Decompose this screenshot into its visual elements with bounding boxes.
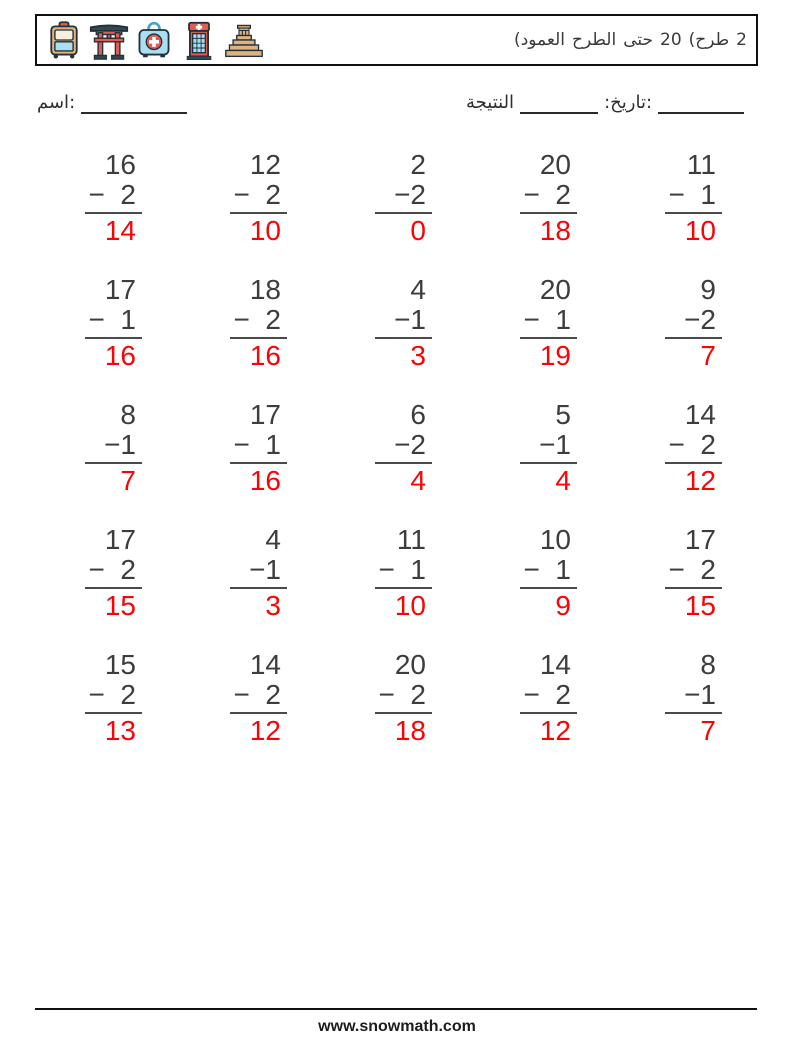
answer: 4	[410, 465, 426, 496]
subtrahend-row	[85, 430, 142, 464]
subtrahend: 2	[120, 679, 136, 710]
subtrahend-row	[520, 555, 577, 589]
problem-18	[375, 525, 432, 621]
minuend: 9	[700, 274, 716, 305]
minus-icon: −	[233, 304, 266, 335]
problem-22	[230, 650, 287, 746]
subtrahend: 1	[120, 429, 136, 460]
minuend: 8	[700, 649, 716, 680]
minuend: 10	[539, 524, 571, 555]
subtrahend-row	[665, 680, 722, 714]
problem-11	[85, 400, 142, 496]
minus-icon: −	[394, 304, 411, 335]
subtrahend-row	[375, 180, 432, 214]
answer: 10	[684, 215, 716, 246]
result-date-fields	[466, 92, 744, 114]
minuend: 6	[410, 399, 426, 430]
problem-6	[85, 275, 142, 371]
minuend: 2	[410, 149, 426, 180]
footer-rule	[35, 1008, 757, 1010]
subtrahend-row	[230, 430, 287, 464]
minuend: 20	[394, 649, 426, 680]
subtrahend: 1	[410, 554, 426, 585]
subtrahend-row	[230, 555, 287, 589]
subtrahend: 1	[555, 554, 571, 585]
name-label: اسم:	[37, 92, 76, 113]
subtrahend: 2	[265, 304, 281, 335]
subtrahend: 2	[700, 554, 716, 585]
title-part: 2	[736, 30, 747, 50]
minus-icon: −	[684, 679, 701, 710]
problem-12	[230, 400, 287, 496]
minus-icon: −	[523, 554, 556, 585]
problem-24	[520, 650, 577, 746]
title-part: (العمود	[514, 30, 565, 50]
minuend: 4	[410, 274, 426, 305]
subtrahend-row	[85, 180, 142, 214]
minuend: 12	[249, 149, 281, 180]
subtrahend: 2	[410, 179, 426, 210]
minuend: 11	[686, 149, 716, 180]
answer: 16	[249, 465, 281, 496]
minus-icon: −	[378, 679, 411, 710]
header-box	[35, 14, 758, 66]
answer: 16	[104, 340, 136, 371]
minus-icon: −	[684, 304, 701, 335]
phone-booth-icon	[179, 20, 219, 60]
minus-icon: −	[523, 304, 556, 335]
minuend: 17	[104, 524, 136, 555]
minus-icon: −	[233, 179, 266, 210]
problem-14	[520, 400, 577, 496]
subtrahend: 1	[265, 554, 281, 585]
subtrahend-row	[85, 680, 142, 714]
problem-4	[520, 150, 577, 246]
header-icons	[37, 20, 264, 60]
minus-icon: −	[394, 179, 411, 210]
subtrahend: 2	[120, 554, 136, 585]
title-part: حتى	[623, 30, 653, 50]
minuend: 20	[539, 149, 571, 180]
answer: 12	[684, 465, 716, 496]
subtrahend-row	[520, 180, 577, 214]
problem-23	[375, 650, 432, 746]
title-part: 20	[660, 30, 682, 50]
subtrahend: 2	[555, 679, 571, 710]
answer: 7	[120, 465, 136, 496]
answer: 19	[539, 340, 571, 371]
minuend: 14	[249, 649, 281, 680]
result-label: النتيجة	[466, 92, 515, 113]
problem-16	[85, 525, 142, 621]
minus-icon: −	[88, 304, 121, 335]
answer: 7	[700, 340, 716, 371]
subtrahend: 1	[700, 679, 716, 710]
problem-15	[665, 400, 722, 496]
minus-icon: −	[539, 429, 556, 460]
minus-icon: −	[668, 554, 701, 585]
fields-row	[0, 92, 794, 118]
date-blank-line	[658, 94, 744, 114]
subtrahend-row	[375, 430, 432, 464]
minuend: 14	[684, 399, 716, 430]
subtrahend-row	[520, 430, 577, 464]
subtrahend-row	[375, 680, 432, 714]
name-blank-line	[81, 94, 187, 114]
subtrahend-row	[85, 555, 142, 589]
problem-25	[665, 650, 722, 746]
answer: 15	[104, 590, 136, 621]
answer: 13	[104, 715, 136, 746]
problem-20	[665, 525, 722, 621]
minus-icon: −	[88, 679, 121, 710]
minus-icon: −	[104, 429, 121, 460]
minuend: 15	[104, 649, 136, 680]
problem-3	[375, 150, 432, 246]
subtrahend: 2	[265, 679, 281, 710]
minus-icon: −	[233, 679, 266, 710]
subtrahend-row	[665, 430, 722, 464]
problem-1	[85, 150, 142, 246]
minus-icon: −	[88, 179, 121, 210]
subtrahend: 2	[700, 429, 716, 460]
subtrahend-row	[375, 555, 432, 589]
subtrahend-row	[230, 180, 287, 214]
minuend: 11	[396, 524, 426, 555]
problem-7	[230, 275, 287, 371]
subtrahend-row	[665, 305, 722, 339]
minuend: 5	[555, 399, 571, 430]
answer: 10	[249, 215, 281, 246]
torii-gate-icon	[89, 20, 129, 60]
subtrahend: 2	[555, 179, 571, 210]
minus-icon: −	[394, 429, 411, 460]
subtrahend-row	[85, 305, 142, 339]
subtrahend: 2	[410, 679, 426, 710]
minus-icon: −	[523, 679, 556, 710]
first-aid-kit-icon	[134, 20, 174, 60]
answer: 12	[249, 715, 281, 746]
problem-13	[375, 400, 432, 496]
minuend: 17	[249, 399, 281, 430]
subtrahend: 1	[555, 429, 571, 460]
minuend: 8	[120, 399, 136, 430]
minuend: 17	[104, 274, 136, 305]
minuend: 18	[249, 274, 281, 305]
problem-9	[520, 275, 577, 371]
answer: 4	[555, 465, 571, 496]
subtrahend-row	[375, 305, 432, 339]
minuend: 4	[265, 524, 281, 555]
minus-icon: −	[249, 554, 266, 585]
answer: 15	[684, 590, 716, 621]
subtrahend-row	[520, 305, 577, 339]
problem-19	[520, 525, 577, 621]
problem-8	[375, 275, 432, 371]
answer: 0	[410, 215, 426, 246]
answer: 18	[539, 215, 571, 246]
minus-icon: −	[668, 179, 701, 210]
answer: 12	[539, 715, 571, 746]
problem-21	[85, 650, 142, 746]
answer: 3	[265, 590, 281, 621]
subtrahend-row	[230, 680, 287, 714]
problem-2	[230, 150, 287, 246]
minus-icon: −	[378, 554, 411, 585]
footer-url: www.snowmath.com	[318, 1018, 476, 1035]
pyramid-icon	[224, 20, 264, 60]
minus-icon: −	[523, 179, 556, 210]
subtrahend: 1	[555, 304, 571, 335]
problem-17	[230, 525, 287, 621]
minus-icon: −	[668, 429, 701, 460]
minuend: 16	[104, 149, 136, 180]
subtrahend: 2	[700, 304, 716, 335]
answer: 9	[555, 590, 571, 621]
answer: 3	[410, 340, 426, 371]
answer: 10	[394, 590, 426, 621]
minuend: 14	[539, 649, 571, 680]
problem-10	[665, 275, 722, 371]
answer: 16	[249, 340, 281, 371]
suitcase-icon	[44, 20, 84, 60]
minuend: 20	[539, 274, 571, 305]
problem-5	[665, 150, 722, 246]
minuend: 17	[684, 524, 716, 555]
answer: 7	[700, 715, 716, 746]
problems-grid	[85, 150, 722, 746]
subtrahend: 1	[265, 429, 281, 460]
name-field	[37, 92, 187, 114]
minus-icon: −	[88, 554, 121, 585]
title-part: الطرح	[571, 30, 617, 50]
subtrahend: 1	[120, 304, 136, 335]
subtrahend: 2	[265, 179, 281, 210]
date-label: :تاريخ:	[604, 92, 653, 113]
subtrahend: 1	[700, 179, 716, 210]
subtrahend-row	[230, 305, 287, 339]
subtrahend-row	[665, 180, 722, 214]
subtrahend-row	[520, 680, 577, 714]
minus-icon: −	[233, 429, 266, 460]
answer: 14	[104, 215, 136, 246]
subtrahend: 2	[410, 429, 426, 460]
page-title	[514, 30, 747, 50]
title-part: (طرح	[688, 30, 730, 50]
subtrahend: 1	[410, 304, 426, 335]
subtrahend-row	[665, 555, 722, 589]
subtrahend: 2	[120, 179, 136, 210]
answer: 18	[394, 715, 426, 746]
result-blank-line	[520, 94, 598, 114]
